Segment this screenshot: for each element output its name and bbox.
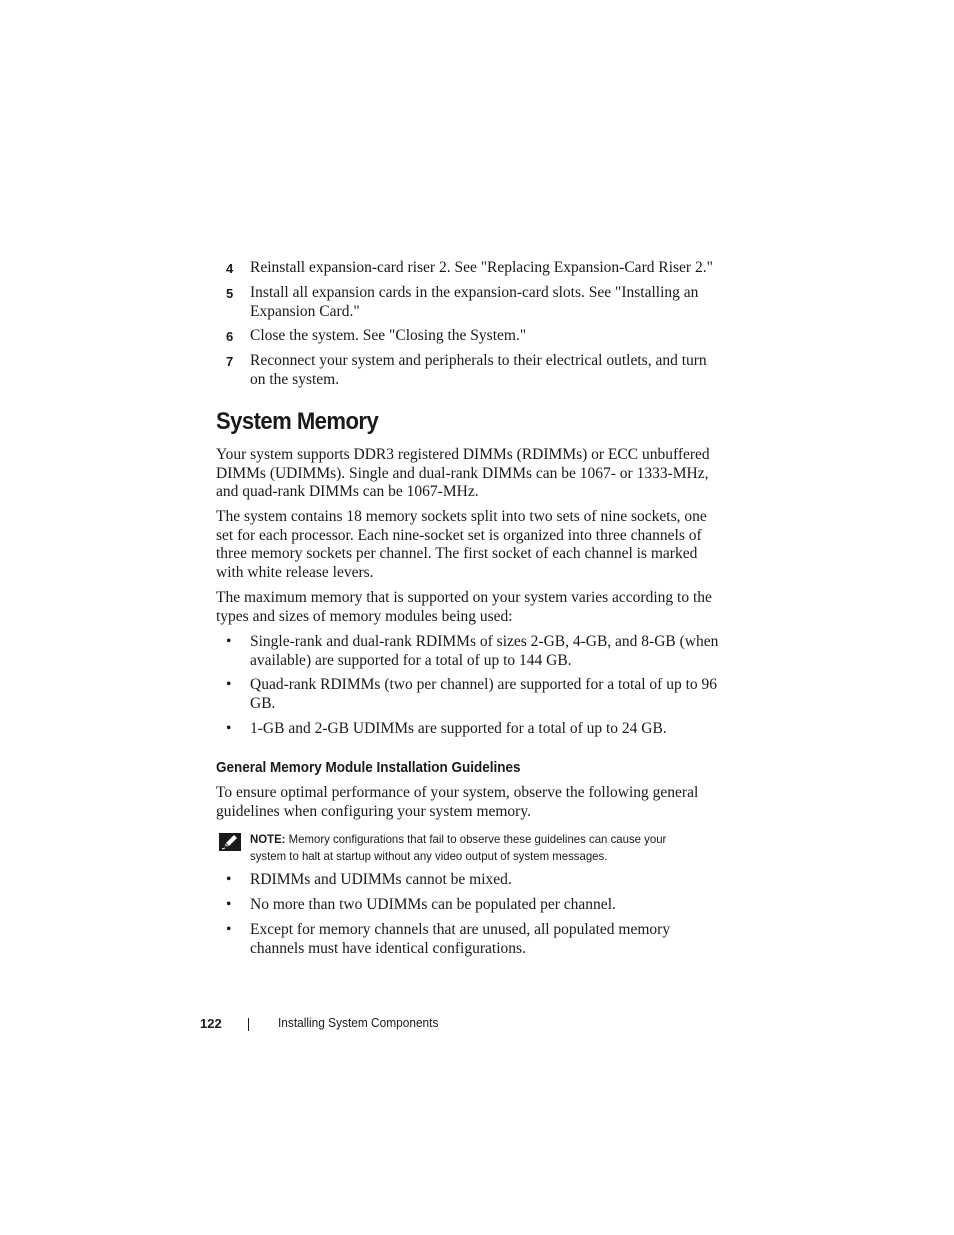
section-heading: System Memory [216,408,379,435]
bullet-icon: • [226,896,232,913]
footer-title: Installing System Components [278,1016,439,1030]
subsection-heading: General Memory Module Installation Guidelines [216,759,521,776]
list-item-text: 1-GB and 2-GB UDIMMs are supported for a total of up to 24 GB. [250,720,667,737]
bullet-icon: • [226,921,232,938]
list-item-text: Single-rank and dual-rank RDIMMs of sizes 2-GB, 4-GB, and 8-GB (when available) are supported for a total of up to 144 GB. [250,633,719,669]
footer-divider [248,1018,249,1031]
bullet-icon: • [226,676,232,693]
step-text: Install all expansion cards in the expansion-card slots. See "Installing an Expansion Card." [250,284,699,320]
paragraph-maximum-memory: The maximum memory that is supported on your system varies according to the types and sizes of memory modules being used: [216,589,712,625]
pencil-note-icon [219,833,241,851]
bullet-icon: • [226,633,232,650]
paragraph-memory-sockets: The system contains 18 memory sockets split into two sets of nine sockets, one set for each processor. Each nine-socket set is organized into three channels of three memory sockets per channel. The first socket of each channel is marked with white release levers. [216,508,707,581]
bullet-icon: • [226,720,232,737]
note-label: NOTE: [250,832,286,846]
paragraph-ddr3-support: Your system supports DDR3 registered DIMMs (RDIMMs) or ECC unbuffered DIMMs (UDIMMs). Single and dual-rank DIMMs can be 1067- or 1333-MHz, and quad-rank DIMMs can be 1067-MHz. [216,446,710,501]
step-number: 4 [226,261,234,276]
step-number: 7 [226,354,234,369]
step-text: Close the system. See "Closing the System." [250,327,527,344]
list-item-text: Quad-rank RDIMMs (two per channel) are supported for a total of up to 96 GB. [250,676,718,712]
list-item-text: Except for memory channels that are unused, all populated memory channels must have identical configurations. [250,921,671,957]
list-item-text: RDIMMs and UDIMMs cannot be mixed. [250,871,512,888]
step-number: 5 [226,286,234,301]
paragraph-guidelines-intro: To ensure optimal performance of your system, observe the following general guidelines when configuring your system memory. [216,784,699,820]
list-item-text: No more than two UDIMMs can be populated per channel. [250,896,616,913]
step-number: 6 [226,329,234,344]
note-body: Memory configurations that fail to observe these guidelines can cause your system to halt at startup without any video output of system messages. [250,832,667,863]
bullet-icon: • [226,871,232,888]
step-text: Reinstall expansion-card riser 2. See "Replacing Expansion-Card Riser 2." [250,259,713,276]
step-text: Reconnect your system and peripherals to their electrical outlets, and turn on the system. [250,352,707,388]
page-number: 122 [200,1016,222,1031]
note-text [250,831,697,865]
